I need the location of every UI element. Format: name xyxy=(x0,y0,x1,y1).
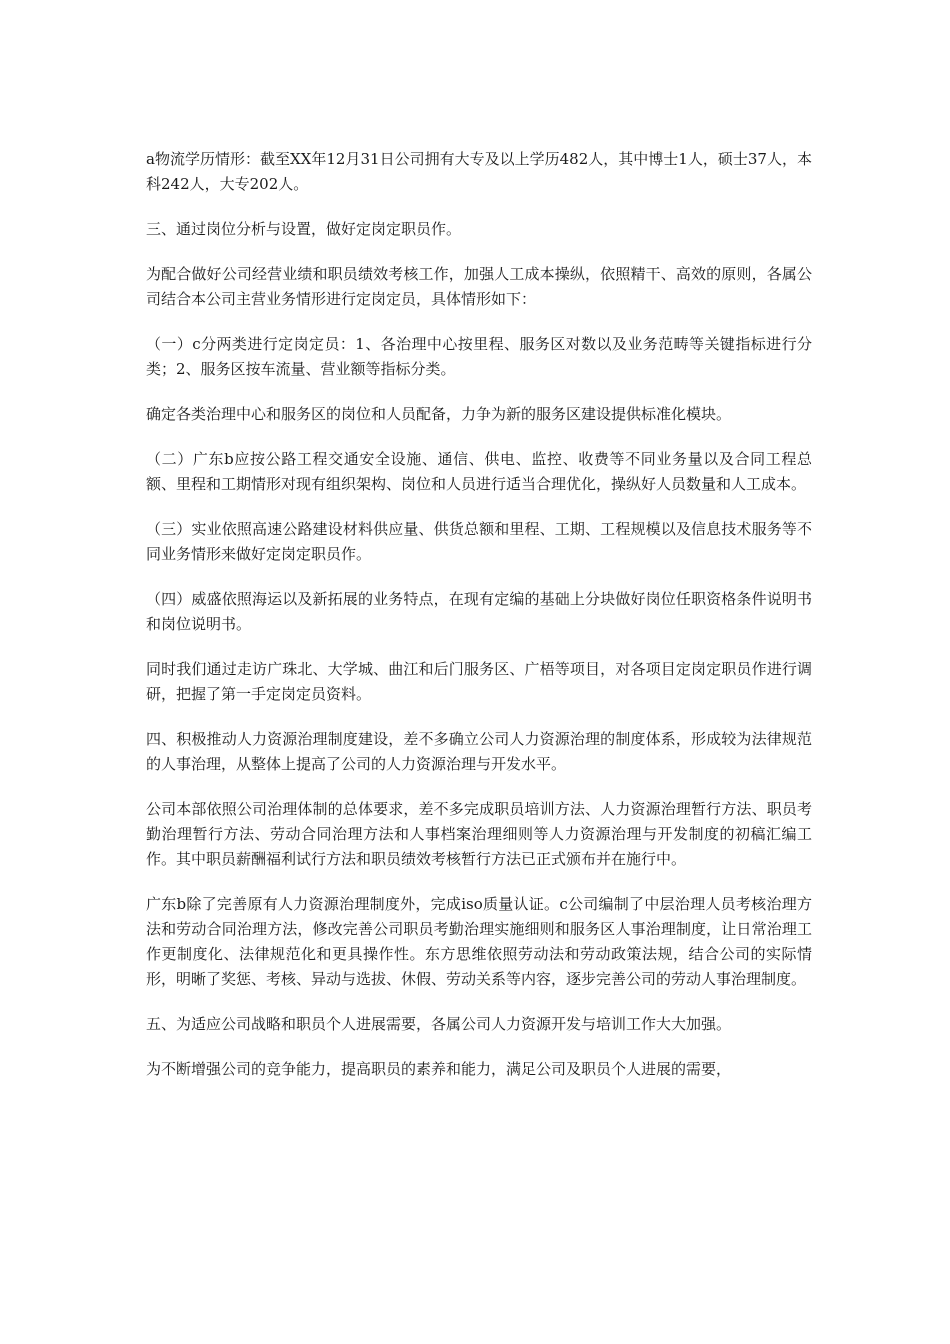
paragraph-item-3: （三）实业依照高速公路建设材料供应量、供货总额和里程、工期、工程规模以及信息技术服务等不同业务情形来做好定岗定职员作。 xyxy=(146,520,812,563)
paragraph-item-1: （一）c分两类进行定岗定员：1、各治理中心按里程、服务区对数以及业务范畴等关键指标进行分类；2、服务区按车流量、营业额等指标分类。 xyxy=(146,335,812,378)
document-page xyxy=(146,147,812,1102)
heading-section-4: 四、积极推动人力资源治理制度建设，差不多确立公司人力资源治理的制度体系，形成较为法律规范的人事治理，从整体上提高了公司的人力资源治理与开发水平。 xyxy=(146,730,812,773)
paragraph-item-4: （四）威盛依照海运以及新拓展的业务特点，在现有定编的基础上分块做好岗位任职资格条件说明书和岗位说明书。 xyxy=(146,590,812,633)
paragraph-item-2: （二）广东b应按公路工程交通安全设施、通信、供电、监控、收费等不同业务量以及合同工程总额、里程和工期情形对现有组织架构、岗位和人员进行适当合理优化，操纵好人员数量和人工成本。 xyxy=(146,450,812,493)
heading-section-3: 三、通过岗位分析与设置，做好定岗定职员作。 xyxy=(146,220,462,238)
paragraph-staffing-intro: 为配合做好公司经营业绩和职员绩效考核工作，加强人工成本操纵，依照精干、高效的原则，各属公司结合本公司主营业务情形进行定岗定员，具体情形如下： xyxy=(146,265,812,308)
paragraph-hq-policies: 公司本部依照公司治理体制的总体要求，差不多完成职员培训方法、人力资源治理暂行方法、职员考勤治理暂行方法、劳动合同治理方法和人事档案治理细则等人力资源治理与开发制度的初稿汇编工作。其中职员薪酬福利试行方法和职员绩效考核暂行方法已正式颁布并在施行中。 xyxy=(146,800,812,868)
paragraph-subsidiary-policies: 广东b除了完善原有人力资源治理制度外，完成iso质量认证。c公司编制了中层治理人员考核治理方法和劳动合同治理方法，修改完善公司职员考勤治理实施细则和服务区人事治理制度，让日常治理工作更制度化、法律规范化和更具操作性。东方思维依照劳动法和劳动政策法规，结合公司的实际情形，明晰了奖惩、考核、异动与选拔、休假、劳动关系等内容，逐步完善公司的劳动人事治理制度。 xyxy=(146,895,812,988)
paragraph-training-intro: 为不断增强公司的竞争能力，提高职员的素养和能力，满足公司及职员个人进展的需要， xyxy=(146,1060,732,1078)
paragraph-education-stats: a物流学历情形：截至XX年12月31日公司拥有大专及以上学历482人，其中博士1人，硕士37人，本科242人，大专202人。 xyxy=(146,150,812,193)
paragraph-staffing-standard: 确定各类治理中心和服务区的岗位和人员配备，力争为新的服务区建设提供标准化模块。 xyxy=(146,405,732,423)
heading-section-5: 五、为适应公司战略和职员个人进展需要，各属公司人力资源开发与培训工作大大加强。 xyxy=(146,1015,732,1033)
paragraph-field-research: 同时我们通过走访广珠北、大学城、曲江和后门服务区、广梧等项目，对各项目定岗定职员作进行调研，把握了第一手定岗定员资料。 xyxy=(146,660,812,703)
